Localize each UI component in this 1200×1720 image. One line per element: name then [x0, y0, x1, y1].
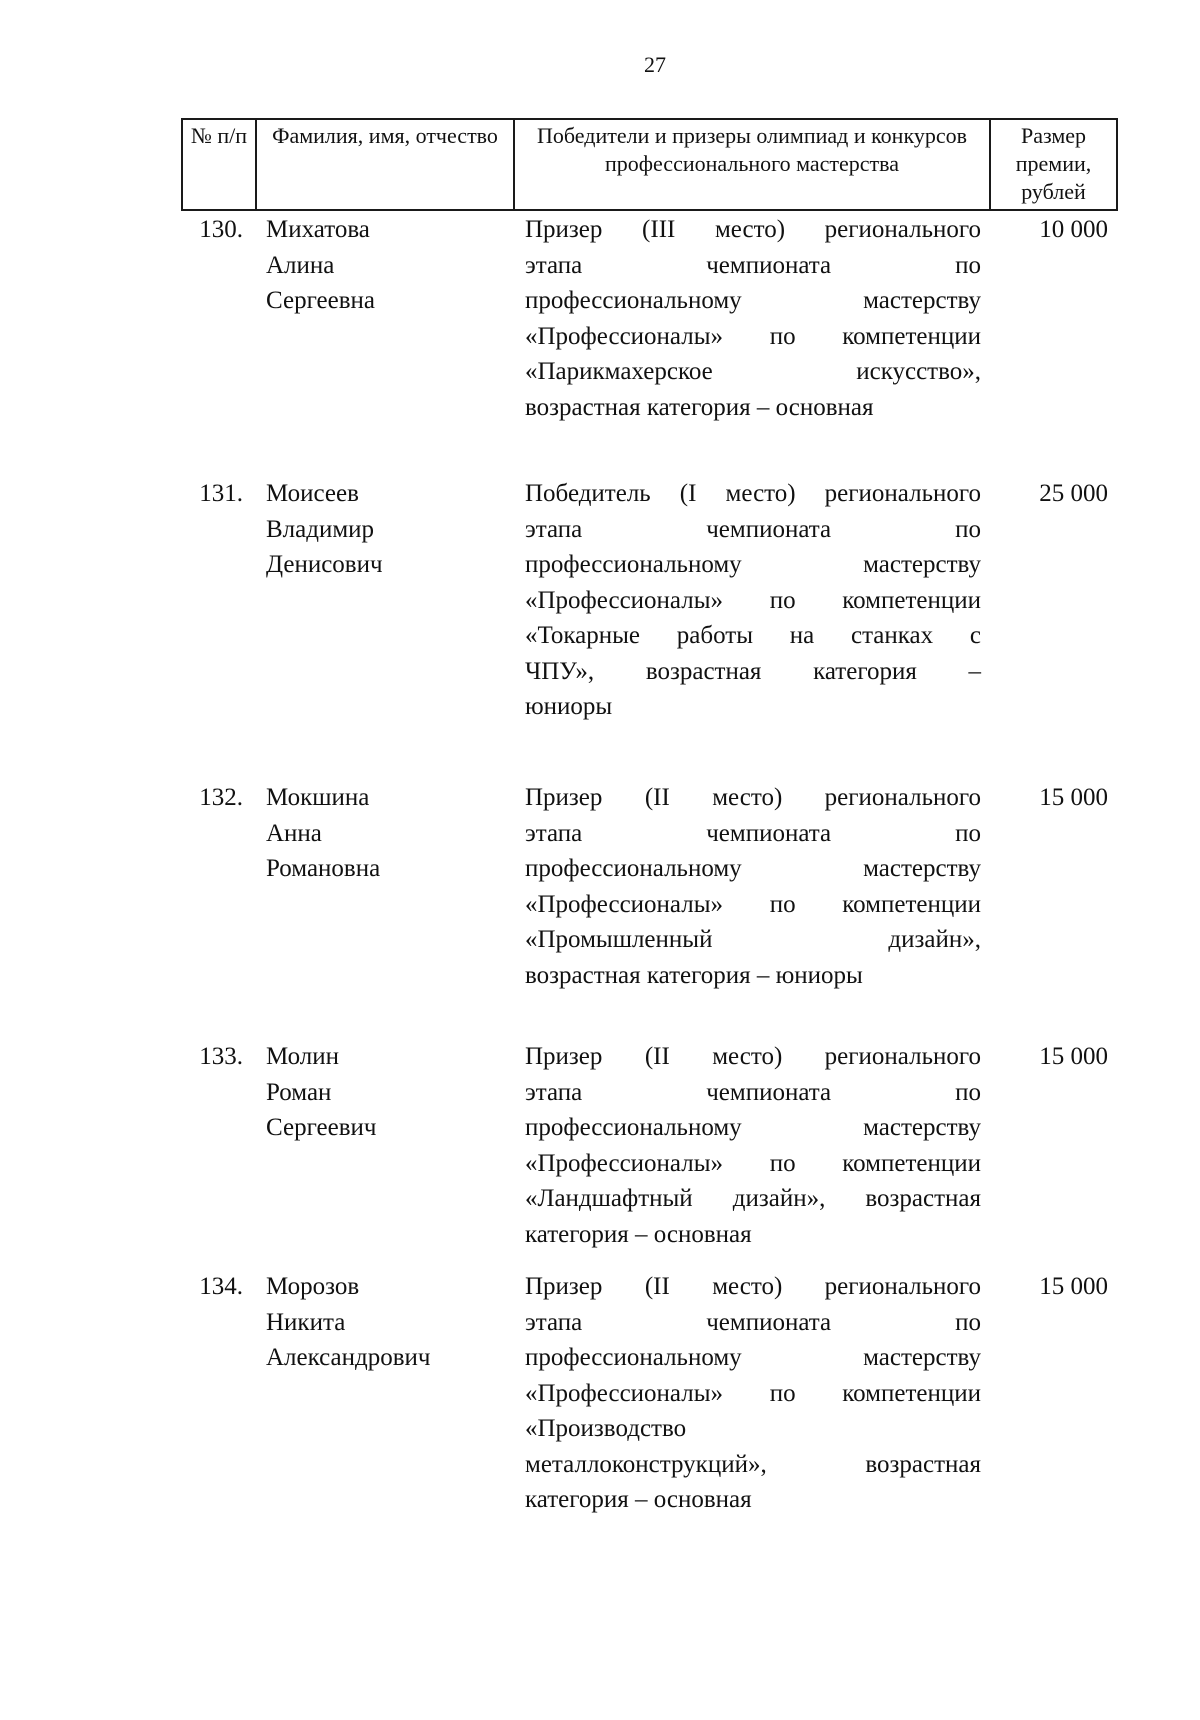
- row-number: 131.: [199, 480, 243, 507]
- description-line: «Токарные работы на станках с: [525, 622, 981, 649]
- name-line: Сергеевич: [266, 1114, 377, 1141]
- row-description: [525, 476, 981, 725]
- description-line: этапа чемпионата по: [525, 515, 981, 543]
- description-line: профессиональному мастерству: [525, 1344, 981, 1371]
- name-line: Михатова: [266, 216, 370, 243]
- name-line: Никита: [266, 1308, 346, 1336]
- description-line: Победитель (I место) регионального: [525, 480, 981, 507]
- header-description: Победители и призеры олимпиад и конкурсов профессионального мастерства: [514, 119, 990, 210]
- row-full-name: [266, 780, 496, 887]
- name-line: Александрович: [266, 1344, 431, 1371]
- page-number: 27: [644, 52, 666, 77]
- row-number: 134.: [199, 1273, 243, 1300]
- description-line: «Профессионалы» по компетенции: [525, 1149, 981, 1177]
- row-description: [525, 780, 981, 993]
- description-line: возрастная категория – основная: [525, 393, 874, 421]
- description-line: «Профессионалы» по компетенции: [525, 890, 981, 918]
- name-line: Мокшина: [266, 784, 370, 811]
- description-line: «Ландшафтный дизайн», возрастная: [525, 1185, 981, 1212]
- row-amount: 15 000: [1039, 1043, 1108, 1070]
- name-line: Роман: [266, 1078, 332, 1106]
- name-line: Владимир: [266, 515, 375, 543]
- row-number: 133.: [199, 1043, 243, 1070]
- description-line: этапа чемпионата по: [525, 1308, 981, 1336]
- name-line: Денисович: [266, 551, 383, 578]
- name-line: Алина: [266, 251, 335, 279]
- description-line: профессиональному мастерству: [525, 551, 981, 578]
- description-line: профессиональному мастерству: [525, 855, 981, 882]
- row-number: 130.: [199, 216, 243, 243]
- description-line: юниоры: [525, 693, 613, 720]
- description-line: этапа чемпионата по: [525, 251, 981, 279]
- row-amount: 25 000: [1039, 480, 1108, 507]
- description-line: «Профессионалы» по компетенции: [525, 322, 981, 350]
- description-line: этапа чемпионата по: [525, 819, 981, 847]
- description-line: «Промышленный дизайн»,: [525, 926, 981, 953]
- row-description: [525, 212, 981, 425]
- name-line: Романовна: [266, 855, 381, 882]
- row-amount: 15 000: [1039, 1273, 1108, 1300]
- row-number: 132.: [199, 784, 243, 811]
- description-line: «Профессионалы» по компетенции: [525, 1379, 981, 1407]
- description-line: профессиональному мастерству: [525, 287, 981, 314]
- description-line: категория – основная: [525, 1220, 752, 1248]
- description-line: «Парикмахерское искусство»,: [525, 358, 981, 385]
- description-line: категория – основная: [525, 1486, 752, 1513]
- header-amount: Размер премии, рублей: [990, 119, 1117, 210]
- description-line: Призер (II место) регионального: [525, 1043, 981, 1070]
- row-full-name: [266, 1269, 496, 1376]
- row-full-name: [266, 212, 496, 319]
- name-line: Моисеев: [266, 480, 359, 507]
- name-line: Сергеевна: [266, 287, 375, 314]
- row-description: [525, 1039, 981, 1252]
- header-number: № п/п: [182, 119, 256, 210]
- name-line: Молин: [266, 1043, 340, 1070]
- description-line: профессиональному мастерству: [525, 1114, 981, 1141]
- header-name: Фамилия, имя, отчество: [256, 119, 514, 210]
- description-line: Призер (II место) регионального: [525, 784, 981, 811]
- row-description: [525, 1269, 981, 1518]
- description-line: Призер (II место) регионального: [525, 1273, 981, 1300]
- description-line: возрастная категория – юниоры: [525, 961, 863, 989]
- name-line: Анна: [266, 819, 322, 847]
- name-line: Морозов: [266, 1273, 360, 1300]
- description-line: ЧПУ», возрастная категория –: [525, 657, 981, 685]
- description-line: «Производство: [525, 1415, 687, 1442]
- description-line: «Профессионалы» по компетенции: [525, 586, 981, 614]
- description-line: этапа чемпионата по: [525, 1078, 981, 1106]
- table-header: [181, 118, 1118, 211]
- row-amount: 10 000: [1039, 216, 1108, 243]
- row-amount: 15 000: [1039, 784, 1108, 811]
- row-full-name: [266, 476, 496, 583]
- description-line: Призер (III место) регионального: [525, 216, 981, 243]
- description-line: металлоконструкций», возрастная: [525, 1450, 981, 1478]
- row-full-name: [266, 1039, 496, 1146]
